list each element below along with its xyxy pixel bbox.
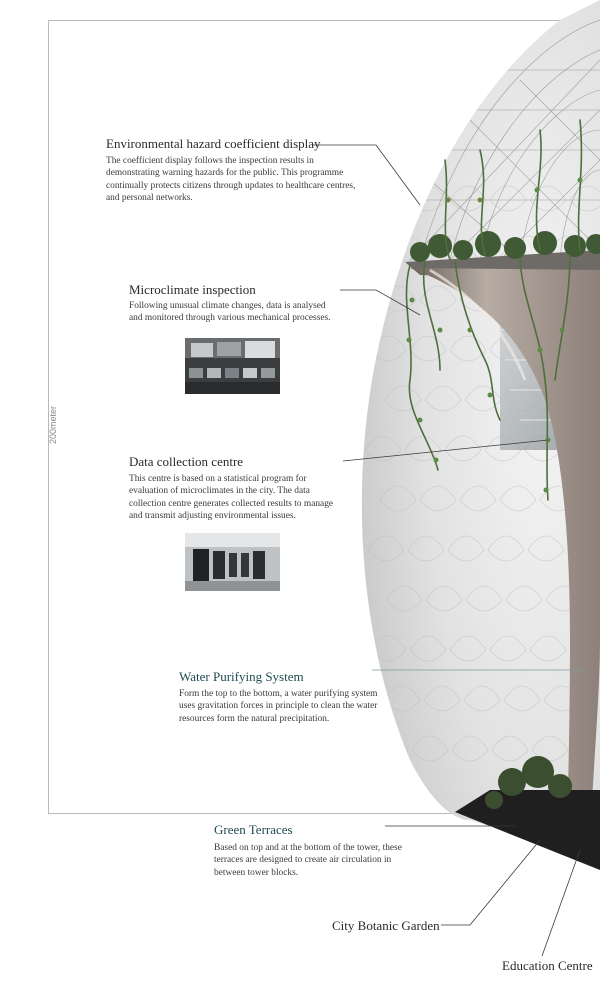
water-system-title: Water Purifying System xyxy=(179,669,304,684)
bottom-terrace xyxy=(455,790,600,870)
microclimate-title: Microclimate inspection xyxy=(129,282,256,297)
microclimate-body: Following unusual climate changes, data is analysed and monitored through various mechanical processes. xyxy=(129,301,331,324)
env-hazard-body: The coefficient display follows the inspection results in demonstrating warning hazards for the public. This programme continually protects citizens through updates to healthcare centres, and personal networks. xyxy=(106,156,356,203)
server-room-photo xyxy=(185,533,280,591)
green-terraces-body: Based on top and at the bottom of the tower, these terraces are designed to create air circulation in between tower blocks. xyxy=(214,843,402,878)
botanic-garden-label: City Botanic Garden xyxy=(332,918,440,933)
env-hazard-title: Environmental hazard coefficient display xyxy=(106,136,321,151)
data-centre-title: Data collection centre xyxy=(129,454,244,469)
water-system-body: Form the top to the bottom, a water purifying system uses gravitation forces in principle to clean the water resources form the natural precipitation. xyxy=(179,689,378,724)
scale-label: 200meter xyxy=(48,405,58,445)
education-centre-label: Education Centre xyxy=(502,958,593,973)
data-centre-body: This centre is based on a statistical program for evaluation of microclimates in the city. The data collection centre generates collected results to manage and transmit adjusting environmental issues. xyxy=(129,474,334,521)
control-room-photo xyxy=(185,338,280,394)
green-terraces-title: Green Terraces xyxy=(214,822,293,837)
